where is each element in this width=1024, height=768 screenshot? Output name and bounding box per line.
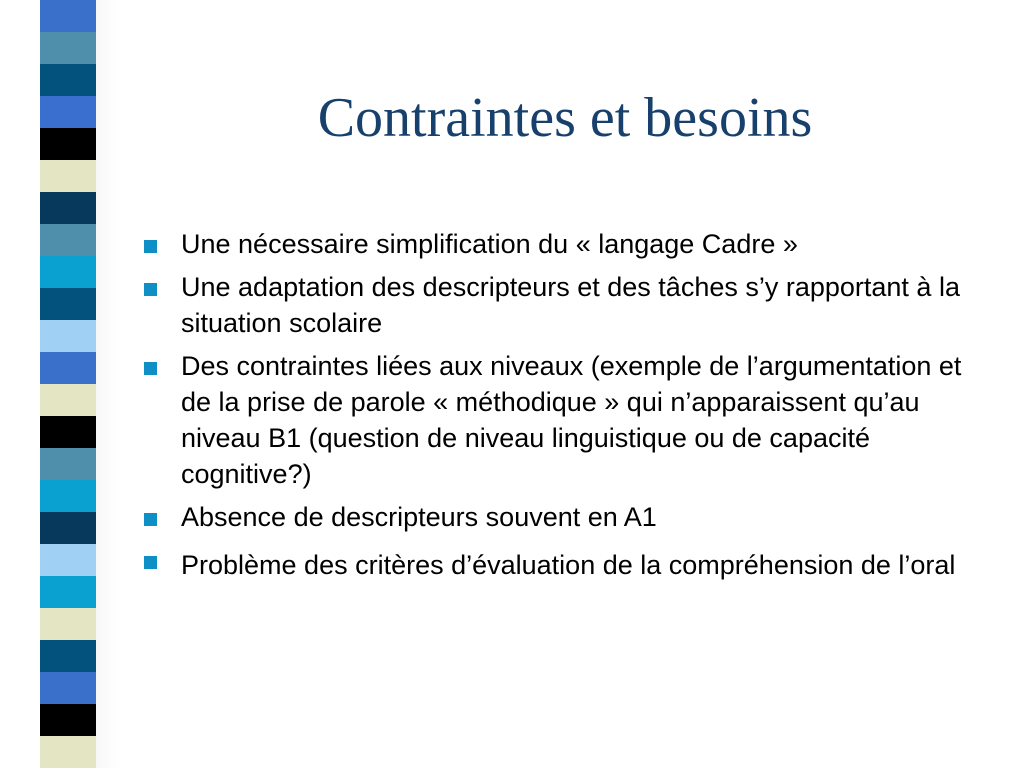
stripe-block	[40, 352, 96, 384]
stripe-block	[40, 416, 96, 448]
bullet-item	[142, 226, 982, 262]
bullet-text: Une nécessaire simplification du « langage Cadre »	[181, 229, 798, 259]
bullet-text: Une adaptation des descripteurs et des tâches s’y rapportant à la situation scolaire	[181, 272, 960, 338]
stripe-block	[40, 320, 96, 352]
bullet-text: Problème des critères d’évaluation de la compréhension de l’oral	[181, 550, 956, 580]
square-bullet-icon	[144, 283, 157, 296]
stripe-block	[40, 0, 96, 32]
stripe-block	[40, 224, 96, 256]
stripe-block	[40, 256, 96, 288]
stripe-block	[40, 384, 96, 416]
stripe-block	[40, 544, 96, 576]
stripe-block	[40, 64, 96, 96]
square-bullet-icon	[144, 556, 157, 569]
bullet-item	[142, 542, 982, 588]
stripe-block	[40, 672, 96, 704]
stripe-block	[40, 576, 96, 608]
stripe-block	[40, 736, 96, 768]
stripe-block	[40, 128, 96, 160]
stripe-block	[40, 32, 96, 64]
stripe-block	[40, 288, 96, 320]
square-bullet-icon	[144, 513, 157, 526]
stripe-block	[40, 640, 96, 672]
square-bullet-icon	[144, 240, 157, 253]
bullet-item	[142, 269, 982, 341]
stripe-block	[40, 480, 96, 512]
stripe-block	[40, 448, 96, 480]
bullet-item	[142, 348, 982, 492]
square-bullet-icon	[144, 362, 157, 375]
stripe-block	[40, 704, 96, 736]
stripe-block	[40, 608, 96, 640]
bullet-text: Des contraintes liées aux niveaux (exemple de l’argumentation et de la prise de parole « méthodique » qui n’apparaissent qu’au niveau B1 (question de niveau linguistique ou de capacité cognitive?)	[181, 351, 962, 489]
stripe-block	[40, 160, 96, 192]
bullet-list	[142, 226, 982, 595]
slide-title: Contraintes et besoins	[317, 87, 813, 149]
stripe-block	[40, 512, 96, 544]
decorative-stripe-column	[40, 0, 96, 768]
stripe-block	[40, 192, 96, 224]
stripe-block	[40, 96, 96, 128]
bullet-text: Absence de descripteurs souvent en A1	[181, 502, 657, 532]
bullet-item	[142, 499, 982, 535]
